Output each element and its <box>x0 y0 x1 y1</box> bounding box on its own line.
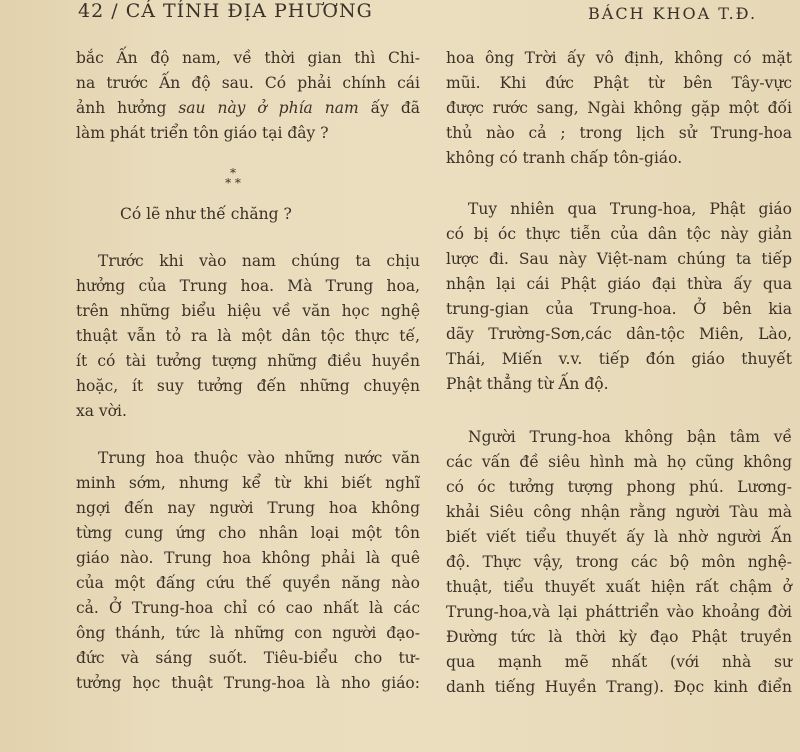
text-line: các vấn đề siêu hình mà họ cũng không <box>446 453 792 471</box>
asterism-top: * <box>230 166 236 180</box>
header-separator: / <box>111 0 119 22</box>
text-line: được rước sang, Ngài không gặp một đối <box>446 99 792 117</box>
paragraph <box>76 446 420 696</box>
running-header-left <box>78 0 373 22</box>
text-line: lược đi. Sau này Việt-nam chúng ta tiếp <box>446 250 792 268</box>
text-line: na trước Ấn độ sau. Có phải chính cái <box>76 74 420 92</box>
text-line: làm phát triển tôn giáo tại đây ? <box>76 124 329 142</box>
text-line: hoa ông Trời ấy vô định, không có mặt <box>446 49 792 67</box>
section-asterism <box>76 168 420 188</box>
text-line: đức và sáng suốt. Tiêu-biểu cho tư- <box>76 649 420 667</box>
text-line: thủ nào cả ; trong lịch sử Trung-hoa <box>446 124 792 142</box>
paragraph <box>76 202 420 227</box>
text-line: danh tiếng Huyền Trang). Đọc kinh điển <box>446 678 792 696</box>
paragraph <box>76 46 420 146</box>
text-line: Người Trung-hoa không bận tâm về <box>468 428 792 446</box>
text-line: thuật, tiểu thuyết xuất hiện rất chậm ở <box>446 578 792 596</box>
paragraph <box>446 46 792 171</box>
text-line: hưởng của Trung hoa. Mà Trung hoa, <box>76 277 420 295</box>
text-line: không có tranh chấp tôn-giáo. <box>446 149 683 167</box>
text-line: thuật vẫn tỏ ra là một dân tộc thực tế, <box>76 327 420 345</box>
text-line <box>76 96 420 121</box>
text-line: trên những biểu hiệu về văn học nghệ <box>76 302 420 320</box>
text-line: xa vời. <box>76 402 127 420</box>
text-line: từng cung ứng cho nhân loại một tôn <box>76 524 420 542</box>
paragraph <box>76 249 420 424</box>
text-line: trung-gian của Trung-hoa. Ở bên kia <box>446 300 792 318</box>
text-line: biết viết tiểu thuyết ấy là nhờ người Ấn <box>446 528 792 546</box>
asterism-bottom: * * <box>225 176 241 190</box>
text-line: có óc tưởng tượng phong phú. Lương- <box>446 478 792 496</box>
text-line: Thái, Miến v.v. tiếp đón giáo thuyết <box>446 350 792 368</box>
text-run: ấy đã <box>358 99 420 117</box>
text-line: khải Siêu công nhận rằng người Tàu mà <box>446 503 792 521</box>
text-line: có bị óc thực tiễn của dân tộc này giản <box>446 225 792 243</box>
text-line: Có lẽ như thế chăng ? <box>120 205 292 223</box>
text-line: dãy Trường-Sơn,các dân-tộc Miên, Lào, <box>446 325 792 343</box>
emphasis-text: sau này ở phía nam <box>178 99 359 117</box>
publication-name: BÁCH KHOA T.Đ. <box>588 4 758 23</box>
text-line: ít có tài tưởng tượng những điều huyền <box>76 352 420 370</box>
text-line: Trước khi vào nam chúng ta chịu <box>98 252 420 270</box>
paragraph <box>446 425 792 700</box>
text-line: Tuy nhiên qua Trung-hoa, Phật giáo <box>468 200 792 218</box>
text-line: bắc Ấn độ nam, về thời gian thì Chi- <box>76 49 420 67</box>
text-line: độ. Thực vậy, trong các bộ môn nghệ- <box>446 553 792 571</box>
right-column <box>446 46 792 700</box>
text-line: cả. Ở Trung-hoa chỉ có cao nhất là các <box>76 599 420 617</box>
text-line: nhận lại cái Phật giáo đại thừa ấy qua <box>446 275 792 293</box>
text-run: ảnh hưởng <box>76 99 179 117</box>
page-number: 42 <box>78 0 105 22</box>
paragraph <box>446 197 792 397</box>
section-title: CÁ TÍNH ĐỊA PHƯƠNG <box>125 0 373 22</box>
text-line: minh sớm, nhưng kể từ khi biết nghĩ <box>76 474 420 492</box>
text-line: Trung hoa thuộc vào những nước văn <box>98 449 420 467</box>
text-line: ông thánh, tức là những con người đạo- <box>76 624 420 642</box>
text-line: giáo nào. Trung hoa không phải là quê <box>76 549 420 567</box>
text-line: Đường tức là thời kỳ đạo Phật truyền <box>446 628 792 646</box>
text-line: Phật thẳng từ Ấn độ. <box>446 375 609 393</box>
text-line: hoặc, ít suy tưởng đến những chuyện <box>76 377 420 395</box>
text-line: qua mạnh mẽ nhất (với nhà sư <box>446 653 792 671</box>
text-line: mũi. Khi đức Phật từ bên Tây-vực <box>446 74 792 92</box>
text-line: Trung-hoa,và lại pháttriển vào khoảng đời <box>446 603 792 621</box>
text-line: tưởng học thuật Trung-hoa là nho giáo: <box>76 674 420 692</box>
left-column <box>76 46 420 696</box>
text-line: của một đấng cứu thế quyền năng nào <box>76 574 420 592</box>
text-line: ngợi đến nay người Trung hoa không <box>76 499 420 517</box>
